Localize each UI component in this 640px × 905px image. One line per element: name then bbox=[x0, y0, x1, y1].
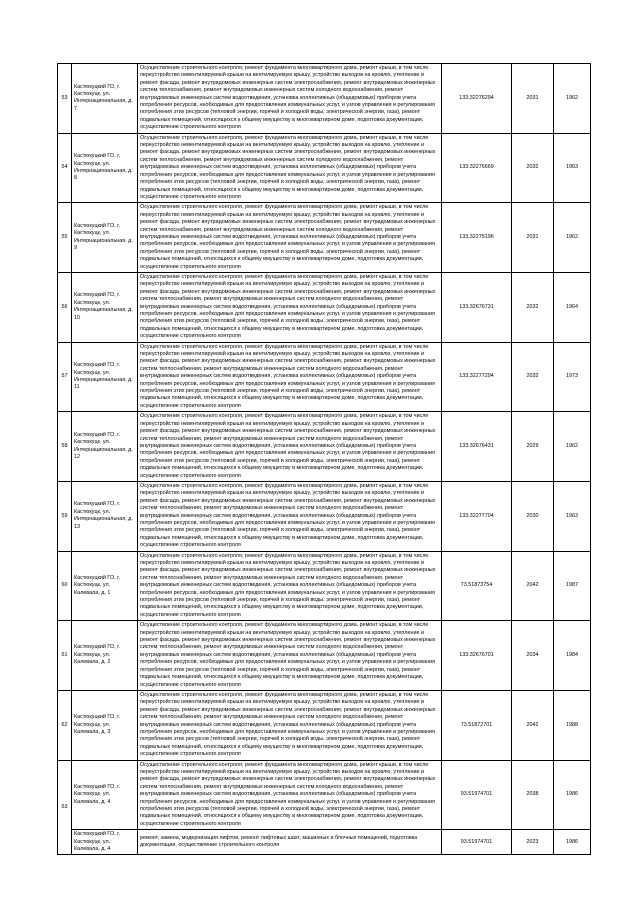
year-cell: 2032 bbox=[512, 272, 554, 342]
cost-cell: 73.51872701 bbox=[442, 690, 512, 760]
address-cell: Кастюкуцкий ГО, г. Кастюкуцк, ул. Калевала, д. 3 bbox=[72, 690, 138, 760]
year-cell: 2031 bbox=[512, 203, 554, 273]
built-year-cell: 1984 bbox=[554, 621, 591, 691]
cost-cell: 133.32676701 bbox=[442, 621, 512, 691]
year-cell: 2023 bbox=[512, 830, 554, 855]
built-year-cell: 1962 bbox=[554, 64, 591, 134]
year-cell: 2029 bbox=[512, 412, 554, 482]
table-row bbox=[58, 690, 591, 760]
repair-schedule-table bbox=[57, 63, 591, 855]
cost-cell: 133.32676431 bbox=[442, 412, 512, 482]
row-number: 57 bbox=[58, 342, 72, 412]
works-cell: Осуществление строительного контроля, ремонт фундамента многоквартирного дома, ремонт крыши, в том числе переустройство невентилируемой крыши на вентилируемую крышу, устройство выходов на кровлю, утепление и ремонт фасада, ремонт внутридомовых инженерных систем электроснабжения, ремонт внутридомовых инженерных систем теплоснабжения, ремонт внутридомовых инженерных систем холодного водоснабжения, ремонт внутридомовых инженерных систем водоотведения, установка коллективных (общедомовых) приборов учета потребления ресурсов, необходимых для предоставления коммунальных услуг, и узлов управления и регулирования потребления этих ресурсов (тепловой энергии, горячей и холодной воды, электрической энергии, газа), ремонт подвальных помещений, относящихся к общему имуществу в многоквартирном доме, подготовка документации, осуществление строительного контроля bbox=[138, 760, 442, 830]
address-cell: Кастюкуцкий ГО, г. Кастюкуцк, ул. Интернациональная, д. 8 bbox=[72, 133, 138, 203]
table-row bbox=[58, 203, 591, 273]
works-cell: Осуществление строительного контроля, ремонт фундамента многоквартирного дома, ремонт крыши, в том числе переустройство невентилируемой крыши на вентилируемую крышу, устройство выходов на кровлю, утепление и ремонт фасада, ремонт внутридомовых инженерных систем электроснабжения, ремонт внутридомовых инженерных систем теплоснабжения, ремонт внутридомовых инженерных систем холодного водоснабжения, ремонт внутридомовых инженерных систем водоотведения, установка коллективных (общедомовых) приборов учета потребления ресурсов, необходимых для предоставления коммунальных услуг, и узлов управления и регулирования потребления этих ресурсов (тепловой энергии, горячей и холодной воды, электрической энергии, газа), ремонт подвальных помещений, относящихся к общему имуществу в многоквартирном доме, подготовка документации, осуществление строительного контроля bbox=[138, 551, 442, 621]
works-cell: Осуществление строительного контроля, ремонт фундамента многоквартирного дома, ремонт крыши, в том числе переустройство невентилируемой крыши на вентилируемую крышу, устройство выходов на кровлю, утепление и ремонт фасада, ремонт внутридомовых инженерных систем электроснабжения, ремонт внутридомовых инженерных систем теплоснабжения, ремонт внутридомовых инженерных систем холодного водоснабжения, ремонт внутридомовых инженерных систем водоотведения, установка коллективных (общедомовых) приборов учета потребления ресурсов, необходимых для предоставления коммунальных услуг, и узлов управления и регулирования потребления этих ресурсов (тепловой энергии, горячей и холодной воды, электрической энергии, газа), ремонт подвальных помещений, относящихся к общему имуществу в многоквартирном доме, подготовка документации, осуществление строительного контроля bbox=[138, 621, 442, 691]
address-cell: Кастюкуцкий ГО, г. Кастюкуцк, ул. Интернациональная, д. 11 bbox=[72, 342, 138, 412]
table-row bbox=[58, 412, 591, 482]
works-cell: Осуществление строительного контроля, ремонт фундамента многоквартирного дома, ремонт крыши, в том числе переустройство невентилируемой крыши на вентилируемую крышу, устройство выходов на кровлю, утепление и ремонт фасада, ремонт внутридомовых инженерных систем электроснабжения, ремонт внутридомовых инженерных систем теплоснабжения, ремонт внутридомовых инженерных систем холодного водоснабжения, ремонт внутридомовых инженерных систем водоотведения, установка коллективных (общедомовых) приборов учета потребления ресурсов, необходимых для предоставления коммунальных услуг, и узлов управления и регулирования потребления этих ресурсов (тепловой энергии, горячей и холодной воды, электрической энергии, газа), ремонт подвальных помещений, относящихся к общему имуществу в многоквартирном доме, подготовка документации, осуществление строительного контроля bbox=[138, 342, 442, 412]
row-number: 63 bbox=[58, 760, 72, 855]
works-cell: Осуществление строительного контроля, ремонт фундамента многоквартирного дома, ремонт крыши, в том числе переустройство невентилируемой крыши на вентилируемую крышу, устройство выходов на кровлю, утепление и ремонт фасада, ремонт внутридомовых инженерных систем электроснабжения, ремонт внутридомовых инженерных систем теплоснабжения, ремонт внутридомовых инженерных систем холодного водоснабжения, ремонт внутридомовых инженерных систем водоотведения, установка коллективных (общедомовых) приборов учета потребления ресурсов, необходимых для предоставления коммунальных услуг, и узлов управления и регулирования потребления этих ресурсов (тепловой энергии, горячей и холодной воды, электрической энергии, газа), ремонт подвальных помещений, относящихся к общему имуществу в многоквартирном доме, подготовка документации, осуществление строительного контроля bbox=[138, 412, 442, 482]
address-cell: Кастюкуцкий ГО, г. Кастюкуцк, ул. Интернациональная, д. 7 bbox=[72, 64, 138, 134]
row-number: 58 bbox=[58, 412, 72, 482]
table-row bbox=[58, 272, 591, 342]
year-cell: 2031 bbox=[512, 64, 554, 134]
table-row bbox=[58, 621, 591, 691]
year-cell: 2038 bbox=[512, 760, 554, 830]
year-cell: 2034 bbox=[512, 621, 554, 691]
address-cell: Кастюкуцкий ГО, г. Кастюкуцк, ул. Калевала, д. 4 bbox=[72, 830, 138, 855]
works-cell: Осуществление строительного контроля, ремонт фундамента многоквартирного дома, ремонт крыши, в том числе переустройство невентилируемой крыши на вентилируемую крышу, устройство выходов на кровлю, утепление и ремонт фасада, ремонт внутридомовых инженерных систем электроснабжения, ремонт внутридомовых инженерных систем теплоснабжения, ремонт внутридомовых инженерных систем холодного водоснабжения, ремонт внутридомовых инженерных систем водоотведения, установка коллективных (общедомовых) приборов учета потребления ресурсов, необходимых для предоставления коммунальных услуг, и узлов управления и регулирования потребления этих ресурсов (тепловой энергии, горячей и холодной воды, электрической энергии, газа), ремонт подвальных помещений, относящихся к общему имуществу в многоквартирном доме, подготовка документации, осуществление строительного контроля bbox=[138, 133, 442, 203]
cost-cell: 73.51873754 bbox=[442, 551, 512, 621]
built-year-cell: 1964 bbox=[554, 272, 591, 342]
built-year-cell: 1988 bbox=[554, 690, 591, 760]
year-cell: 2032 bbox=[512, 342, 554, 412]
works-cell: Осуществление строительного контроля, ремонт фундамента многоквартирного дома, ремонт крыши, в том числе переустройство невентилируемой крыши на вентилируемую крышу, устройство выходов на кровлю, утепление и ремонт фасада, ремонт внутридомовых инженерных систем электроснабжения, ремонт внутридомовых инженерных систем теплоснабжения, ремонт внутридомовых инженерных систем холодного водоснабжения, ремонт внутридомовых инженерных систем водоотведения, установка коллективных (общедомовых) приборов учета потребления ресурсов, необходимых для предоставления коммунальных услуг, и узлов управления и регулирования потребления этих ресурсов (тепловой энергии, горячей и холодной воды, электрической энергии, газа), ремонт подвальных помещений, относящихся к общему имуществу в многоквартирном доме, подготовка документации, осуществление строительного контроля bbox=[138, 203, 442, 273]
built-year-cell: 1987 bbox=[554, 551, 591, 621]
row-number: 54 bbox=[58, 133, 72, 203]
built-year-cell: 1986 bbox=[554, 760, 591, 830]
year-cell: 2042 bbox=[512, 551, 554, 621]
table-row bbox=[58, 551, 591, 621]
works-cell: Осуществление строительного контроля, ремонт фундамента многоквартирного дома, ремонт крыши, в том числе переустройство невентилируемой крыши на вентилируемую крышу, устройство выходов на кровлю, утепление и ремонт фасада, ремонт внутридомовых инженерных систем электроснабжения, ремонт внутридомовых инженерных систем теплоснабжения, ремонт внутридомовых инженерных систем холодного водоснабжения, ремонт внутридомовых инженерных систем водоотведения, установка коллективных (общедомовых) приборов учета потребления ресурсов, необходимых для предоставления коммунальных услуг, и узлов управления и регулирования потребления этих ресурсов (тепловой энергии, горячей и холодной воды, электрической энергии, газа), ремонт подвальных помещений, относящихся к общему имуществу в многоквартирном доме, подготовка документации, осуществление строительного контроля bbox=[138, 481, 442, 551]
cost-cell: 93.51974701 bbox=[442, 830, 512, 855]
row-number: 61 bbox=[58, 621, 72, 691]
built-year-cell: 1963 bbox=[554, 481, 591, 551]
table-row bbox=[58, 830, 591, 855]
cost-cell: 133.32276294 bbox=[442, 64, 512, 134]
address-cell: Кастюкуцкий ГО, г. Кастюкуцк, ул. Интернациональная, д. 13 bbox=[72, 481, 138, 551]
address-cell: Кастюкуцкий ГО, г. Кастюкуцк, ул. Интернациональная, д. 10 bbox=[72, 272, 138, 342]
table-row bbox=[58, 760, 591, 830]
cost-cell: 133.32276669 bbox=[442, 133, 512, 203]
works-cell: Осуществление строительного контроля, ремонт фундамента многоквартирного дома, ремонт крыши, в том числе переустройство невентилируемой крыши на вентилируемую крышу, устройство выходов на кровлю, утепление и ремонт фасада, ремонт внутридомовых инженерных систем электроснабжения, ремонт внутридомовых инженерных систем теплоснабжения, ремонт внутридомовых инженерных систем холодного водоснабжения, ремонт внутридомовых инженерных систем водоотведения, установка коллективных (общедомовых) приборов учета потребления ресурсов, необходимых для предоставления коммунальных услуг, и узлов управления и регулирования потребления этих ресурсов (тепловой энергии, горячей и холодной воды, электрической энергии, газа), ремонт подвальных помещений, относящихся к общему имуществу в многоквартирном доме, подготовка документации, осуществление строительного контроля bbox=[138, 64, 442, 134]
address-cell: Кастюкуцкий ГО, г. Кастюкуцк, ул. Калевала, д. 2 bbox=[72, 621, 138, 691]
address-cell: Кастюкуцкий ГО, г. Кастюкуцк, ул. Калевала, д. 4 bbox=[72, 760, 138, 830]
built-year-cell: 1973 bbox=[554, 342, 591, 412]
address-cell: Кастюкуцкий ГО, г. Кастюкуцк, ул. Калевала, д. 1 bbox=[72, 551, 138, 621]
row-number: 56 bbox=[58, 272, 72, 342]
table-row bbox=[58, 64, 591, 134]
cost-cell: 93.51974701 bbox=[442, 760, 512, 830]
row-number: 62 bbox=[58, 690, 72, 760]
built-year-cell: 1986 bbox=[554, 830, 591, 855]
works-cell: Осуществление строительного контроля, ремонт фундамента многоквартирного дома, ремонт крыши, в том числе переустройство невентилируемой крыши на вентилируемую крышу, устройство выходов на кровлю, утепление и ремонт фасада, ремонт внутридомовых инженерных систем электроснабжения, ремонт внутридомовых инженерных систем теплоснабжения, ремонт внутридомовых инженерных систем холодного водоснабжения, ремонт внутридомовых инженерных систем водоотведения, установка коллективных (общедомовых) приборов учета потребления ресурсов, необходимых для предоставления коммунальных услуг, и узлов управления и регулирования потребления этих ресурсов (тепловой энергии, горячей и холодной воды, электрической энергии, газа), ремонт подвальных помещений, относящихся к общему имуществу в многоквартирном доме, подготовка документации, осуществление строительного контроля bbox=[138, 690, 442, 760]
row-number: 55 bbox=[58, 203, 72, 273]
built-year-cell: 1963 bbox=[554, 133, 591, 203]
row-number: 59 bbox=[58, 481, 72, 551]
address-cell: Кастюкуцкий ГО, г. Кастюкуцк, ул. Интернациональная, д. 12 bbox=[72, 412, 138, 482]
cost-cell: 133.32277704 bbox=[442, 481, 512, 551]
cost-cell: 133.32275196 bbox=[442, 203, 512, 273]
works-cell: Осуществление строительного контроля, ремонт фундамента многоквартирного дома, ремонт крыши, в том числе переустройство невентилируемой крыши на вентилируемую крышу, устройство выходов на кровлю, утепление и ремонт фасада, ремонт внутридомовых инженерных систем электроснабжения, ремонт внутридомовых инженерных систем теплоснабжения, ремонт внутридомовых инженерных систем холодного водоснабжения, ремонт внутридомовых инженерных систем водоотведения, установка коллективных (общедомовых) приборов учета потребления ресурсов, необходимых для предоставления коммунальных услуг, и узлов управления и регулирования потребления этих ресурсов (тепловой энергии, горячей и холодной воды, электрической энергии, газа), ремонт подвальных помещений, относящихся к общему имуществу в многоквартирном доме, подготовка документации, осуществление строительного контроля bbox=[138, 272, 442, 342]
row-number: 60 bbox=[58, 551, 72, 621]
table-row bbox=[58, 481, 591, 551]
year-cell: 2030 bbox=[512, 481, 554, 551]
year-cell: 2042 bbox=[512, 690, 554, 760]
table-row bbox=[58, 342, 591, 412]
cost-cell: 133.32676731 bbox=[442, 272, 512, 342]
works-cell: ремонт, замена, модернизация лифтов, ремонт лифтовых шахт, машинных и блочных помещений, подготовка документации, осуществление строительного контроля bbox=[138, 830, 442, 855]
cost-cell: 133.32277294 bbox=[442, 342, 512, 412]
built-year-cell: 1962 bbox=[554, 412, 591, 482]
row-number: 53 bbox=[58, 64, 72, 134]
year-cell: 2032 bbox=[512, 133, 554, 203]
address-cell: Кастюкуцкий ГО, г. Кастюкуцк, ул. Интернациональная, д. 9 bbox=[72, 203, 138, 273]
built-year-cell: 1962 bbox=[554, 203, 591, 273]
table-row bbox=[58, 133, 591, 203]
